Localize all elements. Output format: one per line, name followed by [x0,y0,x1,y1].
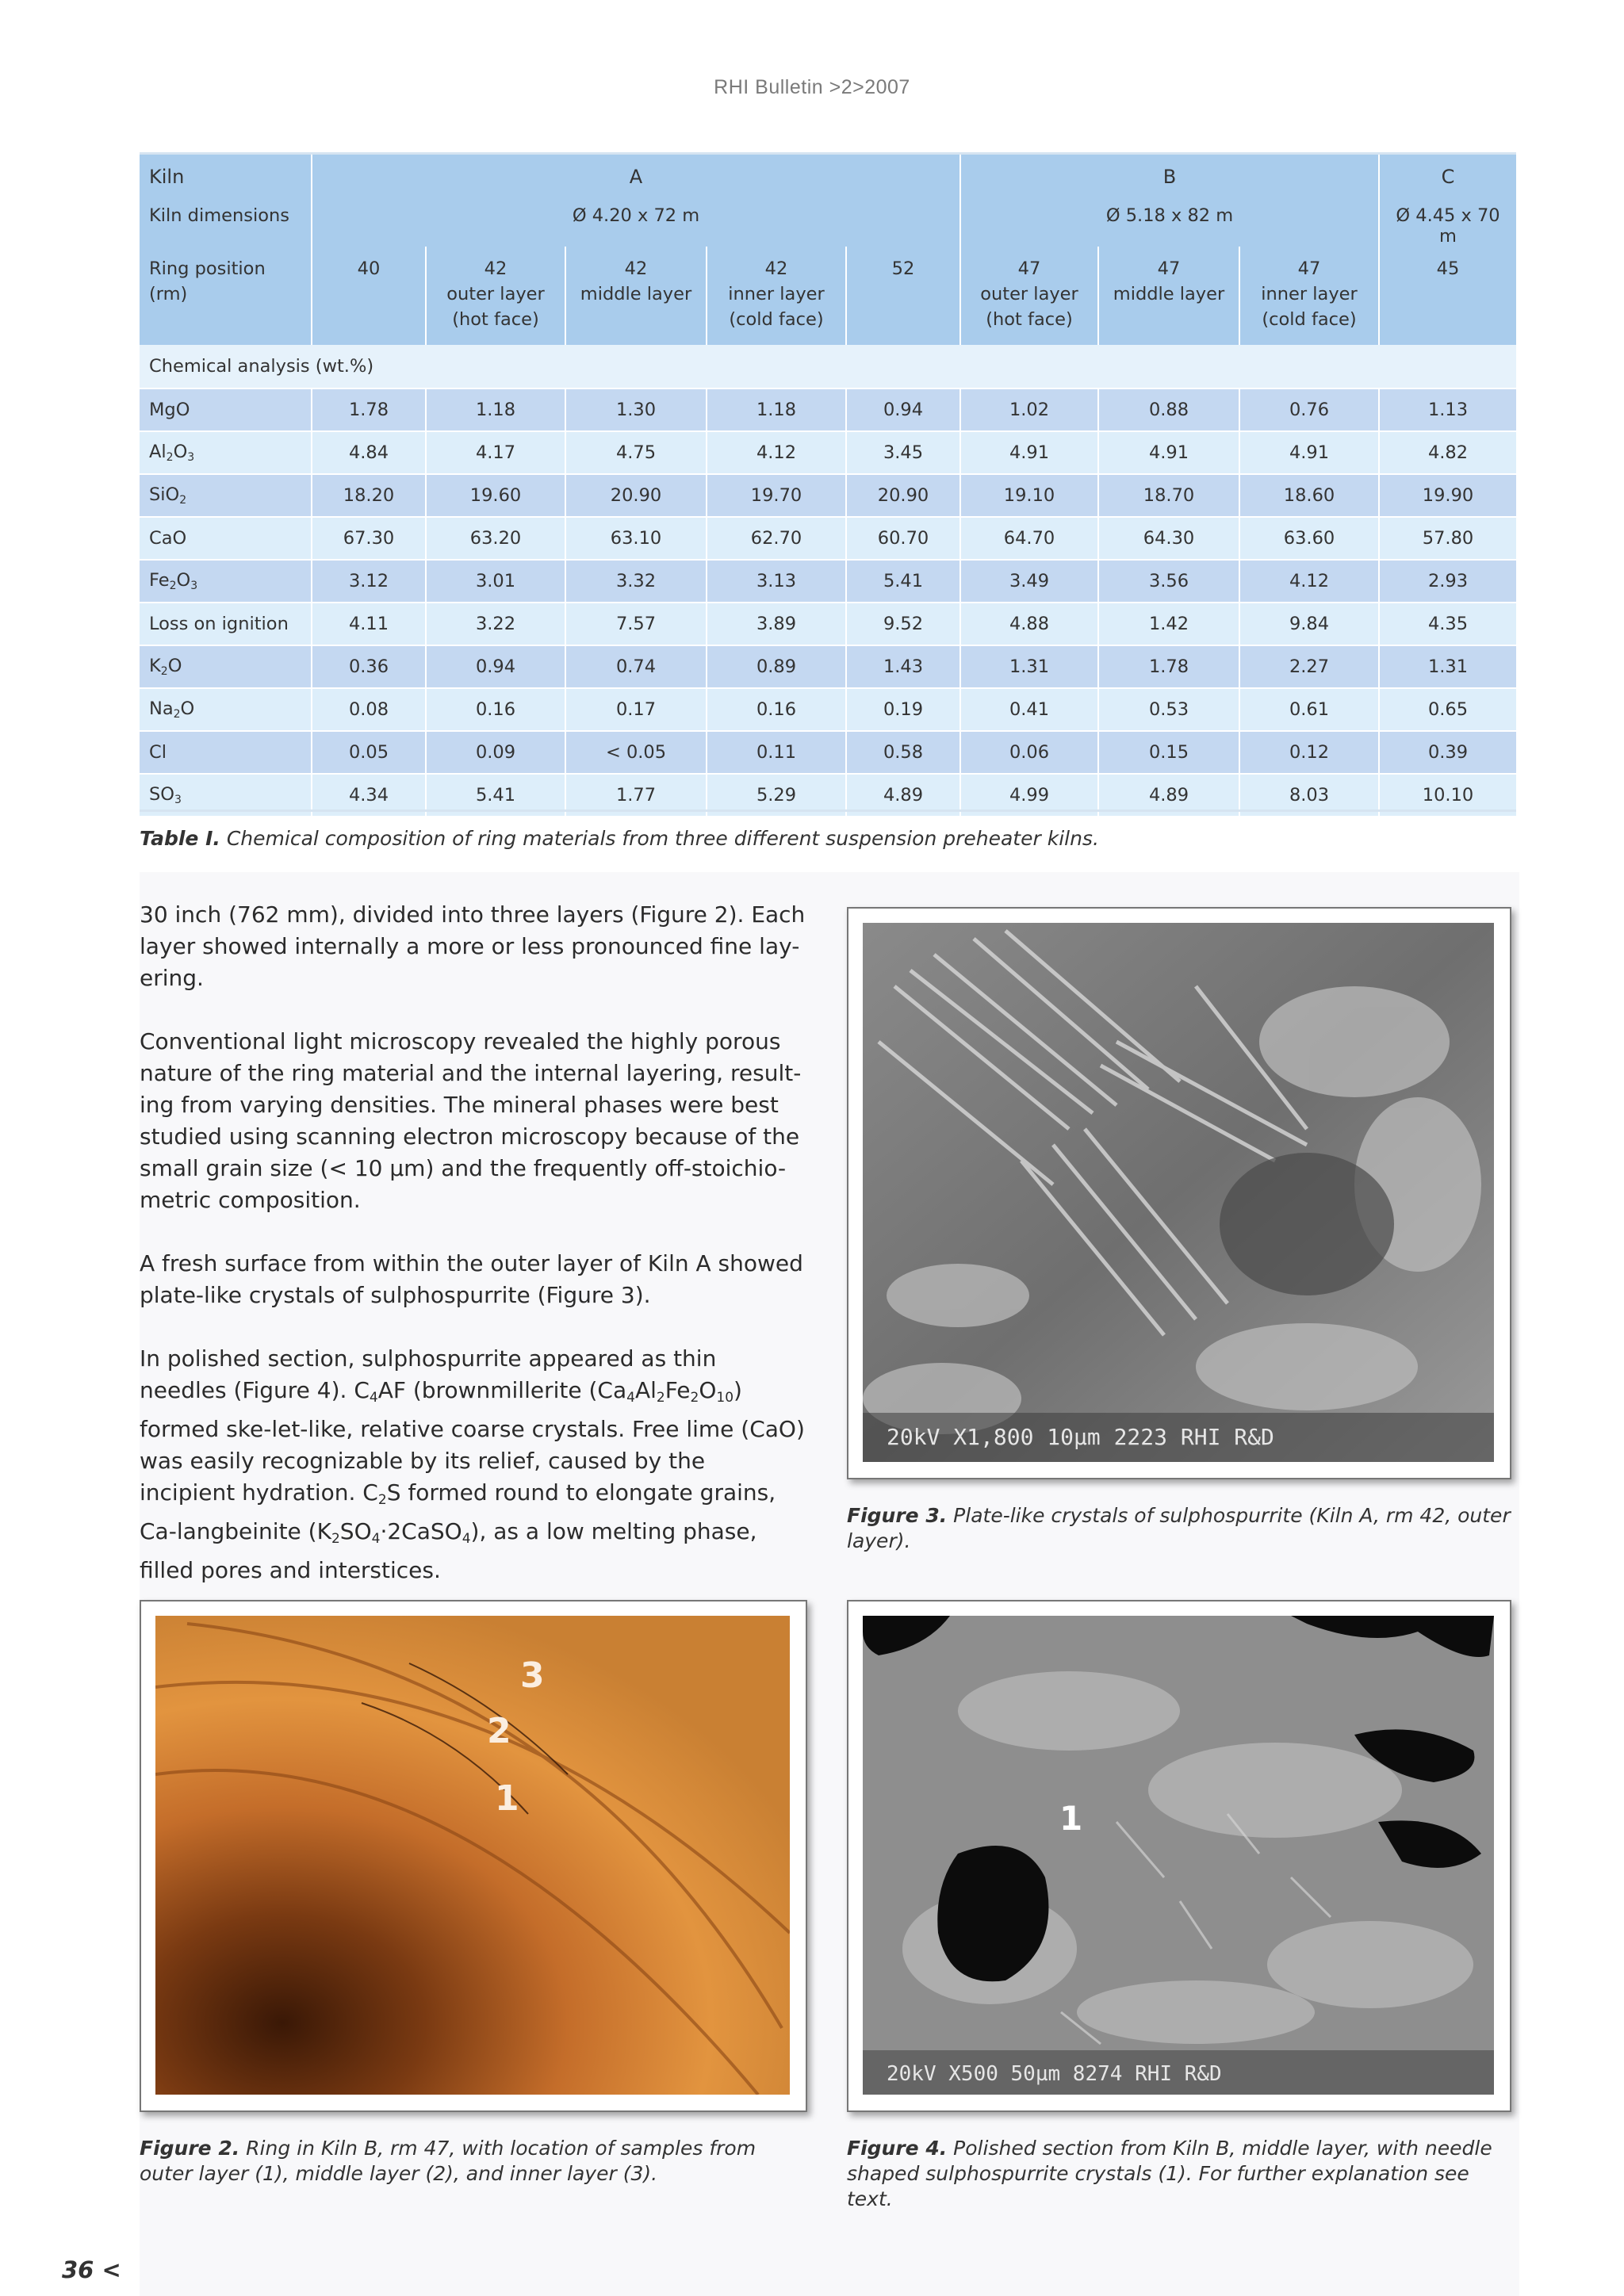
table-cell: 5.41 [847,559,961,602]
table-cell: 4.84 [312,430,427,473]
table-cell: 4.17 [427,430,566,473]
table-cell: 0.41 [961,687,1099,730]
ring-position-cell [427,247,566,345]
p4-subscript: 2 [656,1390,665,1406]
component-tail: O [180,698,195,719]
rm-value: 47 [1017,258,1041,279]
component-base: MgO [149,400,190,420]
layer-name: inner layer [1261,284,1358,304]
table-cell: 4.12 [707,430,847,473]
component-subscript: 3 [187,451,195,464]
paragraph-4 [140,1343,806,1586]
chemical-analysis-header-row [140,345,1516,388]
ring-position-cell [847,247,961,345]
page-number: 36 < [62,2256,121,2283]
table-cell: 1.02 [961,388,1099,430]
table-cell: 0.94 [847,388,961,430]
table-cell: 0.11 [707,730,847,773]
figure-2-caption [140,2136,806,2187]
table-cell: 63.20 [427,516,566,559]
rm-value: 47 [1297,258,1321,279]
figure-3-caption-text: Plate-like crystals of sulphospurrite (Kiln A, rm 42, outer layer). [847,1504,1511,1552]
rm-value: 42 [624,258,648,279]
table-cell: 63.10 [566,516,707,559]
figure-4-caption [847,2136,1513,2212]
ring-position-cell [961,247,1099,345]
table-cell: 0.09 [427,730,566,773]
table-row [140,430,1516,473]
sem-info-bar: 20kV X500 50µm 8274 RHI R&D [887,2062,1222,2086]
figure-2-caption-text: Ring in Kiln B, rm 47, with location of samples from outer layer (1), middle layer (2), and inner layer (3). [140,2137,756,2185]
table-row [140,687,1516,730]
table-cell: 3.13 [707,559,847,602]
table-cell: 10.10 [1380,773,1516,816]
table-cell: 0.58 [847,730,961,773]
ring-position-cell [1380,247,1516,345]
table-cell: 3.01 [427,559,566,602]
component-name [140,516,312,559]
table-cell: 4.99 [961,773,1099,816]
layer-face: (cold face) [1262,309,1357,330]
table-cell: 0.53 [1099,687,1240,730]
table-cell: 0.36 [312,645,427,687]
table-cell: 0.76 [1240,388,1380,430]
ring-position-cell [1099,247,1240,345]
kiln-c-dimensions: Ø 4.45 x 70 m [1380,199,1516,247]
kiln-b-header: B [961,155,1380,199]
table-cell: 0.89 [707,645,847,687]
layer-name: inner layer [728,284,825,304]
table-cell: 1.18 [707,388,847,430]
table-cell: 1.78 [312,388,427,430]
table-cell: 9.52 [847,602,961,645]
table-cell: 3.32 [566,559,707,602]
table-cell: 4.91 [1099,430,1240,473]
p4-subscript: 2 [377,1492,387,1508]
table-cell: 3.56 [1099,559,1240,602]
table-cell: 0.06 [961,730,1099,773]
component-tail: O [167,656,182,676]
p4-text: ·2CaSO [380,1518,462,1544]
table-row [140,602,1516,645]
table-cell: 0.74 [566,645,707,687]
component-name [140,559,312,602]
dimensions-row [140,199,1516,247]
table-cell: 0.16 [427,687,566,730]
table-cell: 2.93 [1380,559,1516,602]
table-cell: 1.31 [1380,645,1516,687]
layer-face: (hot face) [986,309,1073,330]
component-subscript: 2 [169,580,177,592]
table-cell: 3.12 [312,559,427,602]
table-cell: 0.19 [847,687,961,730]
p4-subscript: 4 [369,1390,378,1406]
table-caption [140,826,1516,851]
component-name [140,730,312,773]
rm-value: 45 [1436,258,1460,279]
table-cell: 3.89 [707,602,847,645]
table-cell: 0.65 [1380,687,1516,730]
component-name [140,687,312,730]
kiln-label: Kiln [140,155,312,199]
table-cell: 9.84 [1240,602,1380,645]
table-cell: 0.05 [312,730,427,773]
ring-position-label: Ring position (rm) [140,247,312,345]
ring-position-row [140,247,1516,345]
table-bottom-rule [140,809,1516,812]
component-subscript: 2 [166,451,174,464]
p4-text: AF (brownmillerite (Ca [377,1377,627,1403]
layer-face: (cold face) [729,309,824,330]
table-cell: 3.49 [961,559,1099,602]
table-cell: 4.88 [961,602,1099,645]
table-body [140,388,1516,816]
table-cell: 19.60 [427,473,566,516]
running-header: RHI Bulletin >2>2007 [714,76,910,98]
article-body [140,899,806,1618]
p4-text: ), as a low melting phase, filled pores and interstices. [140,1518,757,1583]
table-cell: 18.70 [1099,473,1240,516]
paragraph-3: A fresh surface from within the outer layer of Kiln A showed plate-like crystals of sulphospurrite (Figure 3). [140,1250,803,1308]
table-cell: 0.17 [566,687,707,730]
table-cell: 0.61 [1240,687,1380,730]
sem-info-bar: 20kV X1,800 10µm 2223 RHI R&D [887,1424,1274,1450]
table-cell: 1.78 [1099,645,1240,687]
p4-subscript: 10 [716,1390,734,1406]
table-row [140,730,1516,773]
paragraph-1: 30 inch (762 mm), divided into three layers (Figure 2). Each layer showed internally a more or less pronounced fine lay-ering. [140,901,806,991]
p4-subscript: 4 [462,1531,471,1547]
layer-name: middle layer [1113,284,1225,304]
component-base: Na [149,698,174,719]
p4-subscript: 4 [626,1390,635,1406]
table-cell: 19.90 [1380,473,1516,516]
p4-text: Fe [665,1377,691,1403]
marker-1: 1 [495,1778,519,1819]
table-cell: 1.31 [961,645,1099,687]
table-cell: 18.20 [312,473,427,516]
figure-2-frame [140,1600,807,2112]
rm-value: 52 [891,258,915,279]
table-cell: 64.70 [961,516,1099,559]
figure-3-graphic [863,923,1494,1462]
rm-value: 47 [1157,258,1181,279]
table-cell: 67.30 [312,516,427,559]
p4-text: Al [634,1377,657,1403]
figure-4-label: Figure 4. [847,2137,948,2160]
p4-subscript: 4 [371,1531,381,1547]
table-cell: 60.70 [847,516,961,559]
component-base: Cl [149,742,167,763]
marker-3: 3 [520,1655,545,1696]
component-subscript: 2 [179,494,187,507]
figure-3-caption [847,1503,1513,1554]
figure-4-caption-text: Polished section from Kiln B, middle layer, with needle shaped sulphospurrite crystals (1). For further explanation see text. [847,2137,1492,2210]
table-cell: 1.30 [566,388,707,430]
table-cell: 0.15 [1099,730,1240,773]
p4-text: S formed round to elongate grains, Ca-langbeinite (K [140,1479,776,1544]
table-cell: 1.42 [1099,602,1240,645]
table-cell: 0.88 [1099,388,1240,430]
table-cell: 4.91 [1240,430,1380,473]
component-name [140,473,312,516]
layer-name: middle layer [580,284,692,304]
table-cell: 19.10 [961,473,1099,516]
table-cell: 1.43 [847,645,961,687]
table-row [140,645,1516,687]
table-cell: < 0.05 [566,730,707,773]
table-cell: 18.60 [1240,473,1380,516]
component-base: SO [149,784,174,805]
table-row [140,473,1516,516]
component-base: Fe [149,570,170,591]
p4-text: In polished section, sulphospurrite appeared as thin needles (Figure 4). C [140,1345,717,1403]
table-row [140,516,1516,559]
component-base: Loss on ignition [149,614,289,634]
component-base: SiO [149,484,180,505]
dimensions-label: Kiln dimensions [140,199,312,247]
component-subscript: 3 [190,580,198,592]
table-cell: 20.90 [566,473,707,516]
table-cell: 1.18 [427,388,566,430]
table-cell: 4.89 [847,773,961,816]
table-cell: 4.82 [1380,430,1516,473]
figure-2-label: Figure 2. [140,2137,240,2160]
kiln-b-dimensions: Ø 5.18 x 82 m [961,199,1380,247]
table-cell: 5.41 [427,773,566,816]
figure-4-frame [847,1600,1511,2112]
p4-subscript: 2 [690,1390,699,1406]
pore-shadow [1220,1153,1394,1295]
p4-text: ) formed ske-let-like, relative coarse crystals. Free lime (CaO) was easily recognizable by its relief, caused by the incipient hydration. C [140,1377,805,1506]
table-row [140,388,1516,430]
component-subscript: 2 [173,708,181,721]
rm-value: 42 [764,258,788,279]
figure-4-sem-image [863,1616,1496,2096]
ring-position-cell [312,247,427,345]
table-cell: 2.27 [1240,645,1380,687]
component-subscript: 2 [160,665,168,678]
layer-name: outer layer [446,284,545,304]
kiln-row [140,155,1516,199]
table-cell: 8.03 [1240,773,1380,816]
layer-name: outer layer [980,284,1078,304]
table-cell: 3.45 [847,430,961,473]
table-caption-text: Chemical composition of ring materials from three different suspension preheater kilns. [220,827,1099,850]
component-base: CaO [149,528,187,549]
kiln-a-header: A [312,155,961,199]
table-cell: 4.34 [312,773,427,816]
rm-value: 40 [357,258,381,279]
component-tail: O [176,570,191,591]
marker-1: 1 [1059,1799,1083,1838]
table-cell: 20.90 [847,473,961,516]
table-cell: 0.16 [707,687,847,730]
table-cell: 62.70 [707,516,847,559]
paragraph-2: Conventional light microscopy revealed the highly porous nature of the ring material and the internal layering, result-ing from varying densities. The mineral phases were best studied using scanning electron microscopy because of the small grain size (< 10 µm) and the frequently off-stoichio-metric composition. [140,1028,802,1213]
table-cell: 1.77 [566,773,707,816]
ring-position-cell [566,247,707,345]
marker-2: 2 [487,1711,511,1751]
table-cell: 63.60 [1240,516,1380,559]
figure-2-photo [155,1616,791,2096]
ring-position-cell [1240,247,1380,345]
table-cell: 57.80 [1380,516,1516,559]
table-caption-label: Table I. [140,827,220,850]
table-cell: 0.94 [427,645,566,687]
table-cell: 4.11 [312,602,427,645]
table-cell: 4.89 [1099,773,1240,816]
component-name [140,602,312,645]
table-cell: 3.22 [427,602,566,645]
p4-text: O [699,1377,717,1403]
component-name [140,645,312,687]
p4-text: SO [339,1518,372,1544]
figure-4-graphic [863,1616,1494,2095]
rm-value: 42 [484,258,508,279]
ring-position-cell [707,247,847,345]
component-tail: O [173,442,188,462]
kiln-c-header: C [1380,155,1516,199]
component-name [140,430,312,473]
chemical-composition-table [140,155,1516,816]
p4-subscript: 2 [331,1531,340,1547]
kiln-a-dimensions: Ø 4.20 x 72 m [312,199,961,247]
table-cell: 4.12 [1240,559,1380,602]
component-base: Al [149,442,167,462]
figure-3-label: Figure 3. [847,1504,948,1527]
table-cell: 0.08 [312,687,427,730]
chemical-analysis-label: Chemical analysis (wt.%) [140,345,1516,388]
table-cell: 4.91 [961,430,1099,473]
table-cell: 19.70 [707,473,847,516]
table-cell: 7.57 [566,602,707,645]
table-cell: 1.13 [1380,388,1516,430]
table-cell: 64.30 [1099,516,1240,559]
figure-2-graphic [155,1616,790,2095]
figure-3-frame [847,907,1511,1479]
component-subscript: 3 [174,794,182,806]
layer-face: (hot face) [452,309,539,330]
table-cell: 0.39 [1380,730,1516,773]
table-cell: 4.75 [566,430,707,473]
table-cell: 0.12 [1240,730,1380,773]
figure-3-sem-image [863,923,1496,1464]
table-row [140,559,1516,602]
component-name [140,388,312,430]
table-cell: 5.29 [707,773,847,816]
table-cell: 4.35 [1380,602,1516,645]
component-base: K [149,656,161,676]
